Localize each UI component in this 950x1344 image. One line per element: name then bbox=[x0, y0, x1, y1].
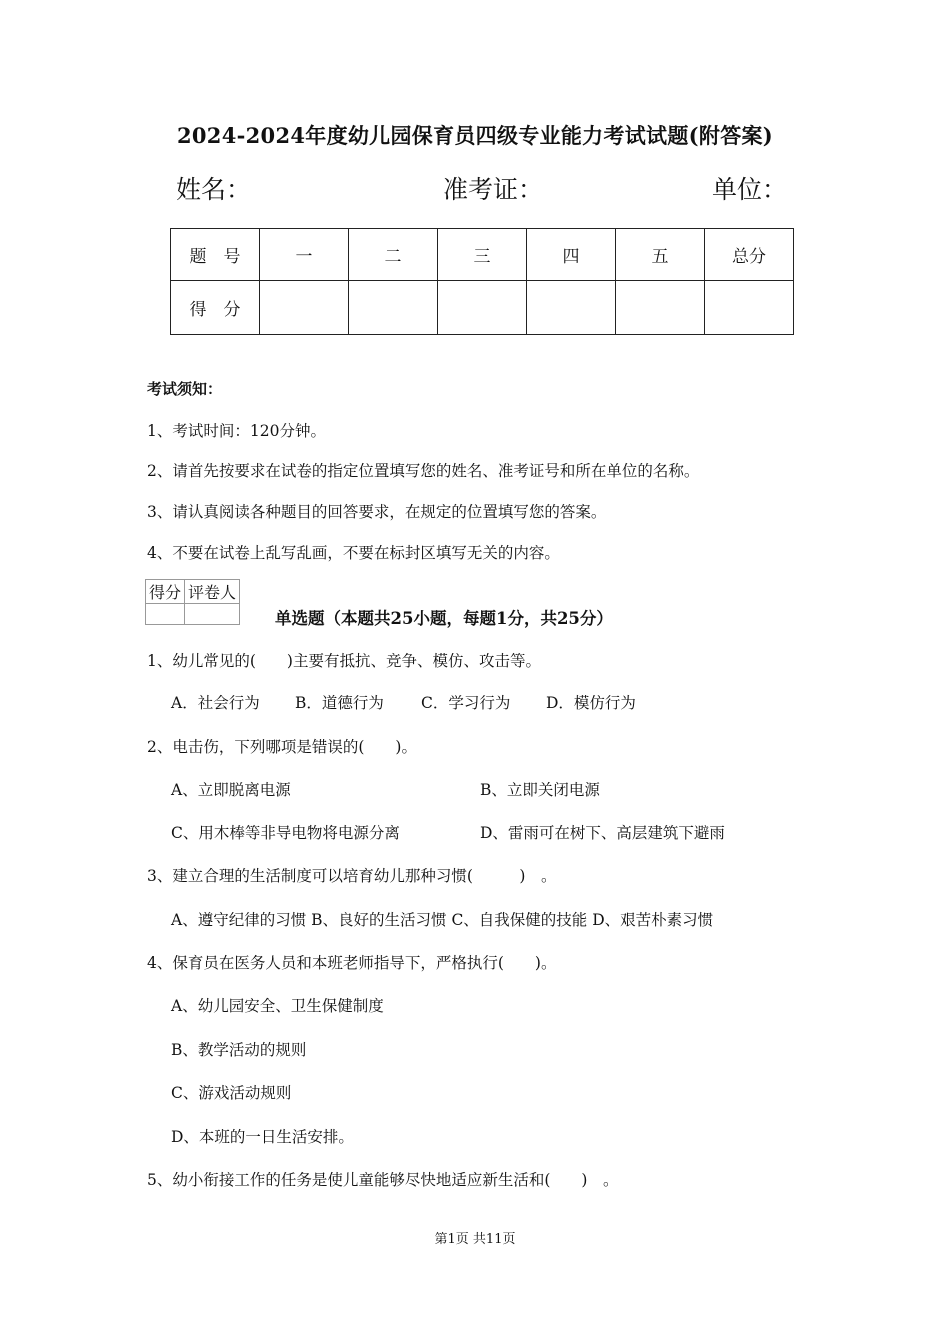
notice-item: 2、请首先按要求在试卷的指定位置填写您的姓名、准考证号和所在单位的名称。 bbox=[147, 462, 700, 480]
notice-item: 3、请认真阅读各种题目的回答要求，在规定的位置填写您的答案。 bbox=[147, 503, 607, 521]
score-cell: 三 bbox=[438, 229, 527, 281]
question-option: C．学习行为 bbox=[421, 694, 511, 712]
question-stem: 1、幼儿常见的( )主要有抵抗、竞争、模仿、攻击等。 bbox=[147, 652, 541, 670]
grader-box bbox=[145, 579, 240, 625]
question-option: B、教学活动的规则 bbox=[171, 1041, 307, 1059]
unit-field-label: 单位： bbox=[712, 175, 788, 204]
score-input-cell[interactable] bbox=[349, 281, 438, 335]
question-option: C、用木棒等非导电物将电源分离 bbox=[171, 824, 400, 842]
section-title: 单选题（本题共25小题，每题1分，共25分） bbox=[275, 609, 613, 628]
question-option: A．社会行为 bbox=[171, 694, 260, 712]
grader-name-label: 评卷人 bbox=[185, 580, 240, 604]
notice-heading: 考试须知： bbox=[147, 380, 223, 398]
question-option: B、立即关闭电源 bbox=[480, 781, 600, 799]
question-option: D．模仿行为 bbox=[546, 694, 636, 712]
question-option: A、幼儿园安全、卫生保健制度 bbox=[171, 997, 384, 1015]
score-input-cell[interactable] bbox=[616, 281, 705, 335]
score-cell: 得 分 bbox=[171, 281, 260, 335]
score-cell: 四 bbox=[527, 229, 616, 281]
score-cell: 一 bbox=[260, 229, 349, 281]
exam-id-field-label: 准考证： bbox=[443, 175, 544, 204]
score-table-header-row bbox=[171, 229, 794, 281]
score-table bbox=[170, 228, 794, 335]
score-input-cell[interactable] bbox=[527, 281, 616, 335]
score-input-cell[interactable] bbox=[260, 281, 349, 335]
name-field-label: 姓名： bbox=[176, 175, 252, 204]
grader-score-label: 得分 bbox=[146, 580, 185, 604]
score-cell: 二 bbox=[349, 229, 438, 281]
question-option: C、游戏活动规则 bbox=[171, 1084, 292, 1102]
question-stem: 5、幼小衔接工作的任务是使儿童能够尽快地适应新生活和( ) 。 bbox=[147, 1171, 619, 1189]
question-stem: 3、建立合理的生活制度可以培育幼儿那种习惯( ) 。 bbox=[147, 867, 557, 885]
question-option: D、雷雨可在树下、高层建筑下避雨 bbox=[480, 824, 725, 842]
question-option: A、立即脱离电源 bbox=[171, 781, 291, 799]
grader-score-cell[interactable] bbox=[146, 604, 185, 625]
document-title: 2024-2024年度幼儿园保育员四级专业能力考试试题(附答案) bbox=[176, 123, 774, 148]
question-option: D、本班的一日生活安排。 bbox=[171, 1128, 354, 1146]
notice-item: 1、考试时间：120分钟。 bbox=[147, 422, 326, 440]
grader-name-cell[interactable] bbox=[185, 604, 240, 625]
score-cell: 总分 bbox=[705, 229, 794, 281]
score-cell: 题 号 bbox=[171, 229, 260, 281]
score-table-score-row bbox=[171, 281, 794, 335]
score-input-cell[interactable] bbox=[438, 281, 527, 335]
page-footer: 第1页 共11页 bbox=[434, 1232, 516, 1247]
question-stem: 2、电击伤，下列哪项是错误的( )。 bbox=[147, 738, 417, 756]
question-option: B．道德行为 bbox=[295, 694, 384, 712]
question-stem: 4、保育员在医务人员和本班老师指导下，严格执行( )。 bbox=[147, 954, 557, 972]
question-option: A、遵守纪律的习惯 B、良好的生活习惯 C、自我保健的技能 D、艰苦朴素习惯 bbox=[171, 911, 714, 929]
notice-item: 4、不要在试卷上乱写乱画，不要在标封区填写无关的内容。 bbox=[147, 544, 560, 562]
score-input-cell[interactable] bbox=[705, 281, 794, 335]
score-cell: 五 bbox=[616, 229, 705, 281]
